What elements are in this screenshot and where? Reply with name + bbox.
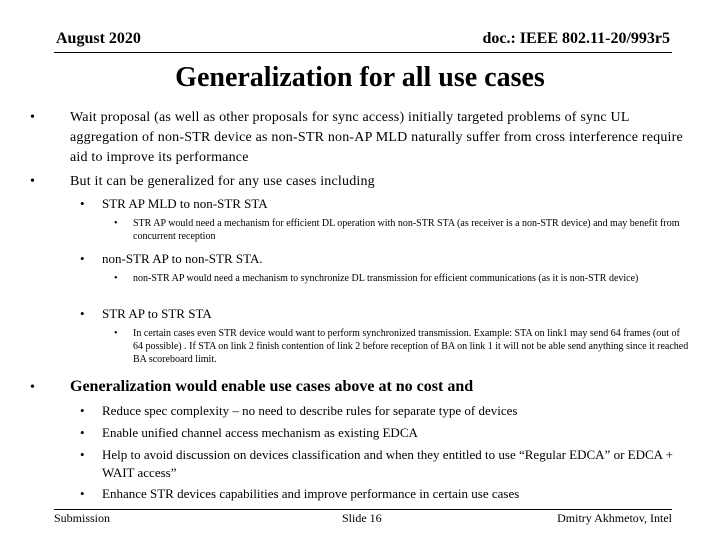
- header-doc-id: doc.: IEEE 802.11-20/993r5: [482, 30, 670, 47]
- slide-title: Generalization for all use cases: [175, 62, 545, 93]
- sub-sub-bullet-text: non-STR AP would need a mechanism to synchronize DL transmission for efficient communications (as it is non-STR device): [133, 273, 639, 284]
- bullet-glyph: •: [80, 306, 85, 321]
- header-divider: [54, 52, 672, 53]
- bullet-text: Wait proposal (as well as other proposals for sync access) initially targeted problems of sync UL aggregation of non-STR device as non-STR non-AP MLD naturally suffer from cross interference require aid to improve its performance: [70, 110, 683, 165]
- bullet-glyph: •: [80, 403, 85, 418]
- bullet-glyph: •: [30, 174, 36, 189]
- bullet-glyph: •: [80, 251, 85, 266]
- bullet-text: But it can be generalized for any use cases including: [70, 174, 375, 189]
- bullet-glyph: •: [114, 218, 118, 229]
- sub-sub-bullet-text: In certain cases even STR device would want to perform synchronized transmission. Example: STA on link1 may send 64 frames (out of 64 possible) . If STA on link 2 finish contention of link 2 before reception of BA on link 1 it will not be able send anything since it reached BA scoreboard limit.: [133, 328, 689, 365]
- sub-bullet-text: Help to avoid discussion on devices classification and when they entitled to use “Regular EDCA” or EDCA + WAIT access”: [102, 447, 673, 480]
- footer-author: Dmitry Akhmetov, Intel: [557, 511, 672, 525]
- bullet-glyph: •: [30, 380, 36, 395]
- bullet-text-emphasis: Generalization would enable use cases above at no cost and: [70, 378, 474, 395]
- bullet-glyph: •: [30, 110, 36, 125]
- bullet-glyph: •: [114, 328, 118, 339]
- bullet-glyph: •: [80, 425, 85, 440]
- sub-bullet-text: Enhance STR devices capabilities and improve performance in certain use cases: [102, 486, 520, 501]
- slide-number: Slide 16: [342, 511, 382, 525]
- header-date: August 2020: [56, 30, 141, 47]
- bullet-glyph: •: [114, 273, 118, 284]
- bullet-glyph: •: [80, 486, 85, 501]
- bullet-glyph: •: [80, 447, 85, 462]
- footer-submission: Submission: [54, 511, 111, 525]
- sub-bullet-text: STR AP to STR STA: [102, 306, 212, 321]
- sub-bullet-text: STR AP MLD to non-STR STA: [102, 196, 268, 211]
- sub-sub-bullet-text: STR AP would need a mechanism for efficient DL operation with non-STR STA (as receiver is a non-STR device) and may benefit from concurrent reception: [133, 218, 680, 242]
- sub-bullet-text: non-STR AP to non-STR STA.: [102, 251, 263, 266]
- footer-divider: [54, 509, 672, 510]
- sub-bullet-text: Reduce spec complexity – no need to describe rules for separate type of devices: [102, 403, 518, 418]
- bullet-glyph: •: [80, 196, 85, 211]
- sub-bullet-text: Enable unified channel access mechanism as existing EDCA: [102, 425, 418, 440]
